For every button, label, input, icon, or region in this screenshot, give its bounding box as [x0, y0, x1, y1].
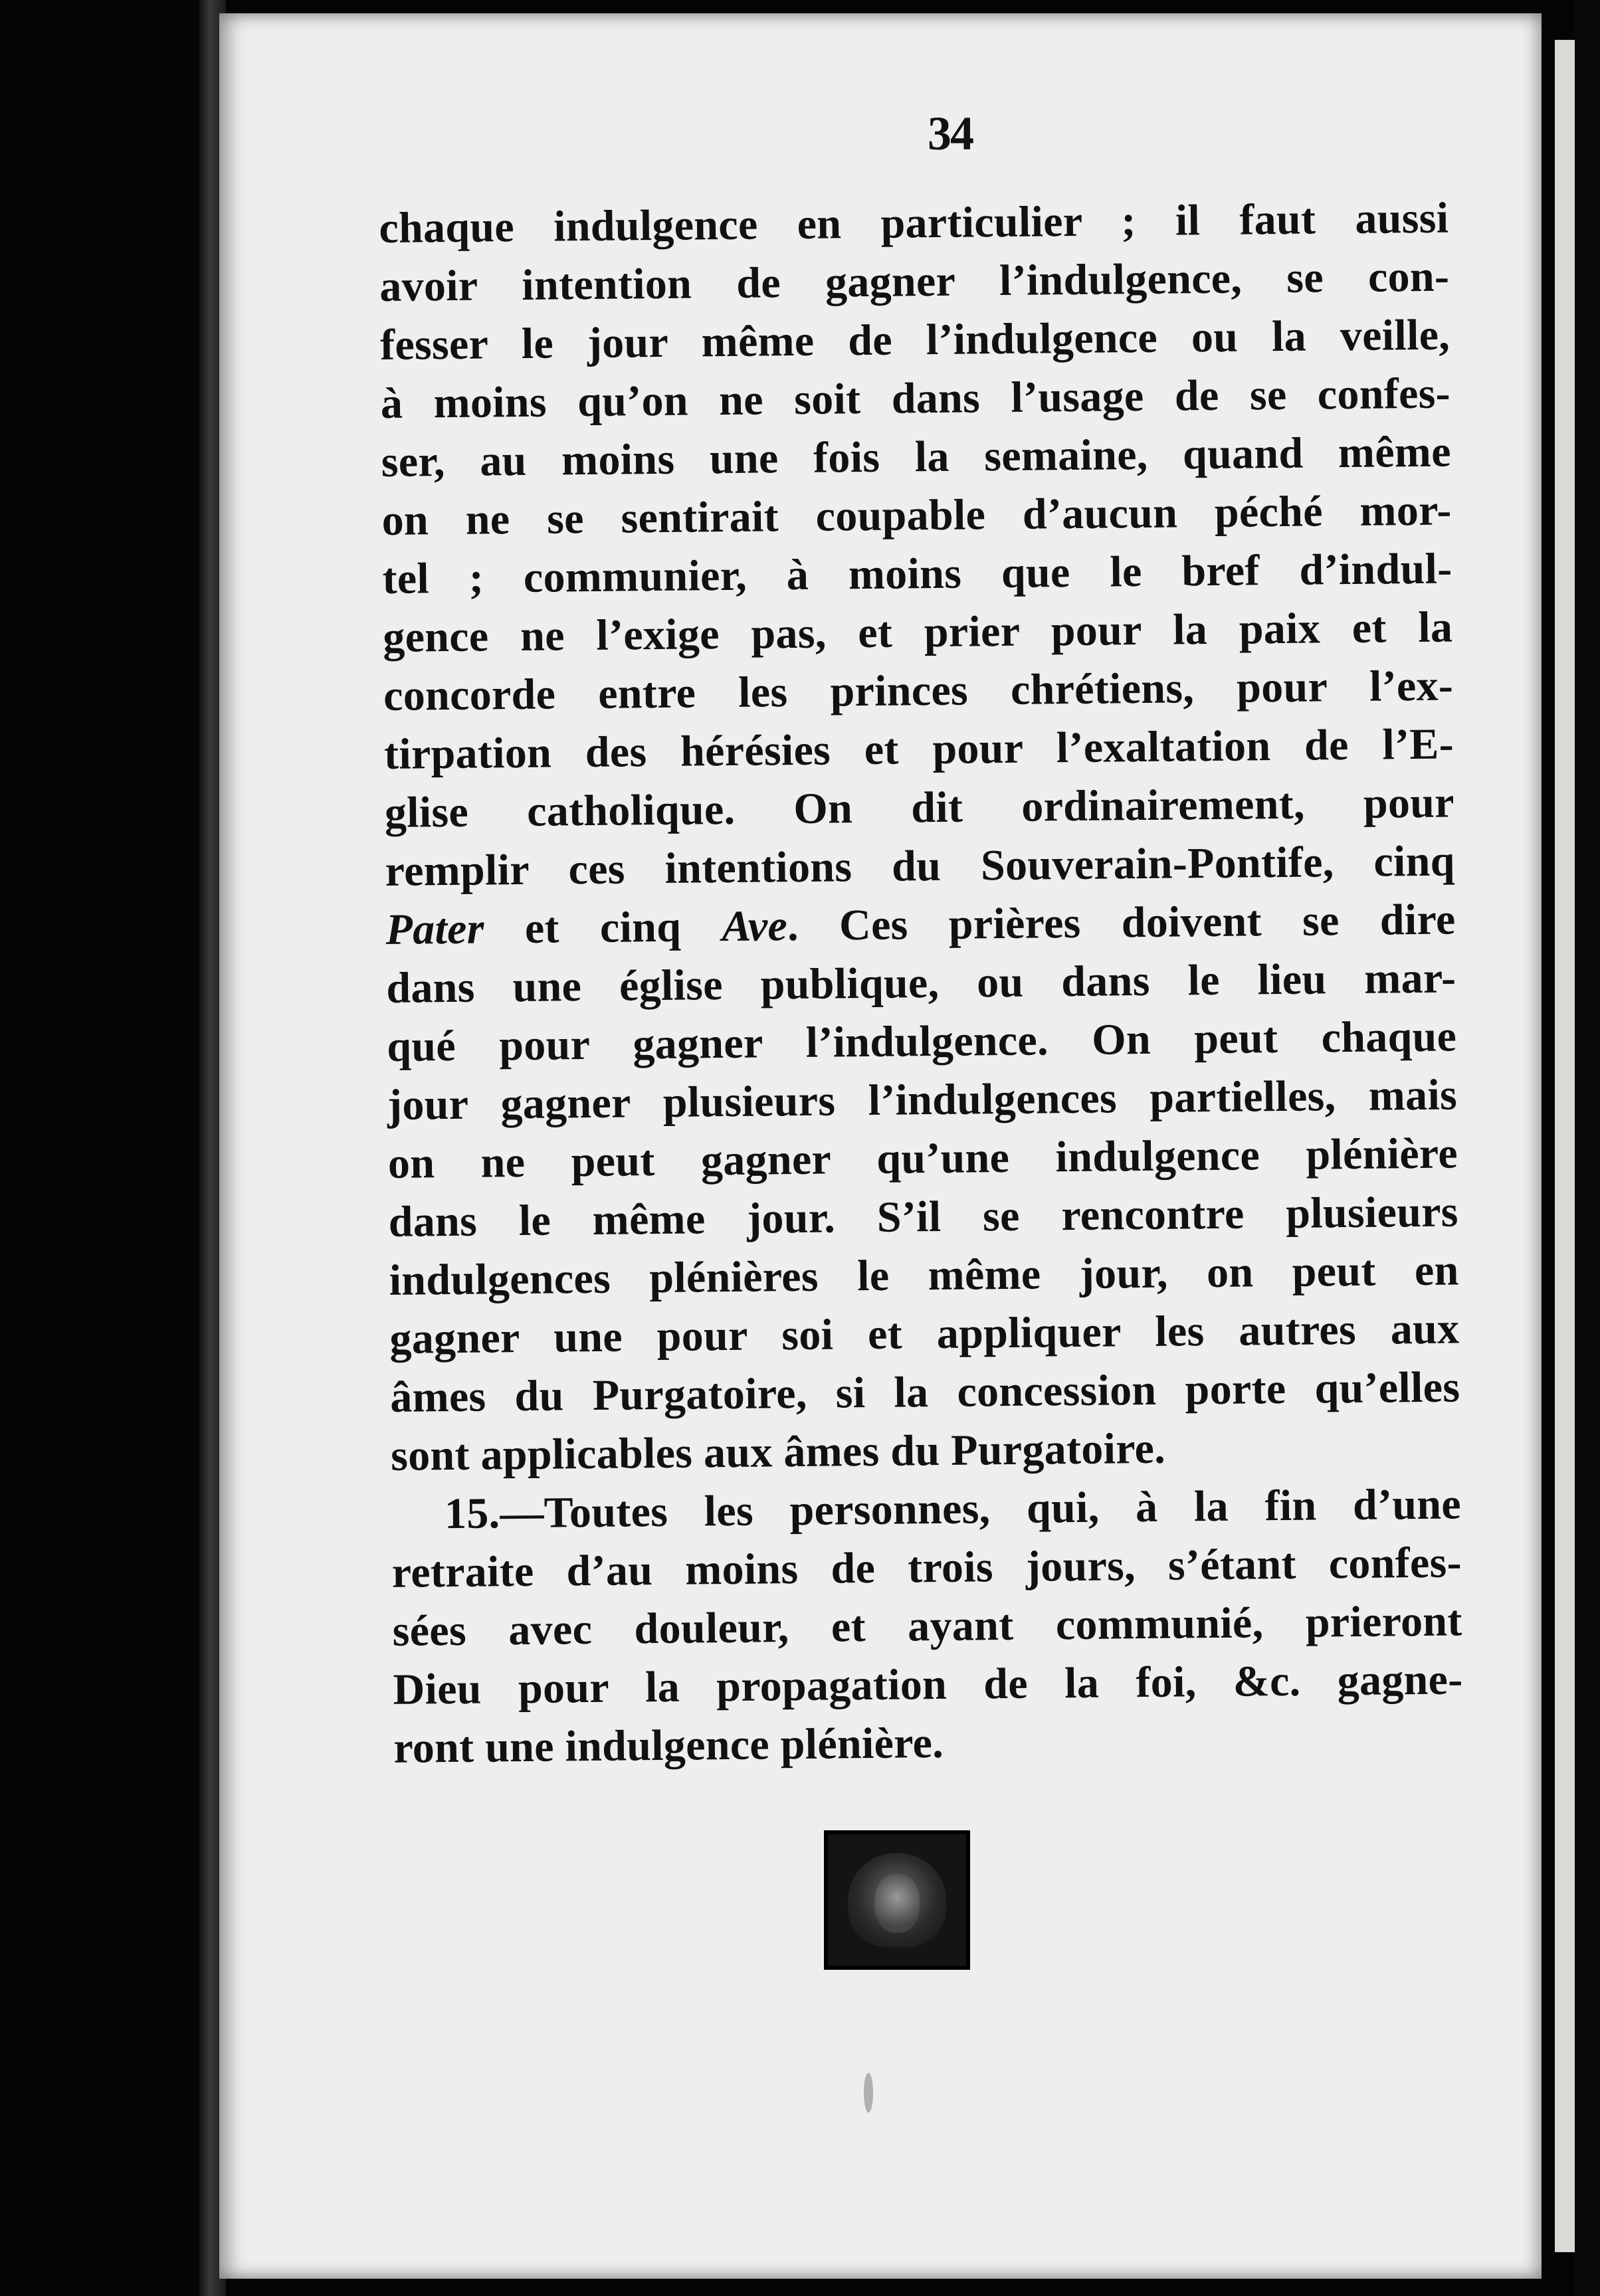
- text-line: à moins qu’on ne soit dans l’usage de se confes-: [380, 369, 1451, 428]
- italic-pater: Pater: [385, 904, 485, 954]
- text-line: remplir ces intentions du Souverain-Pontife, cinq: [385, 836, 1455, 896]
- text-line: ser, au moins une fois la semaine, quand même: [381, 427, 1452, 486]
- text-line: jour gagner plusieurs l’indulgences partielles, mais: [387, 1070, 1458, 1129]
- text-line: avoir intention de gagner l’indulgence, se con-: [379, 252, 1450, 311]
- text-line: tel ; communier, à moins que le bref d’indul-: [382, 544, 1452, 603]
- text-line: gagner une pour soi et appliquer les autres aux: [389, 1304, 1460, 1363]
- text-fragment: et cinq: [484, 902, 722, 953]
- text-line: dans le même jour. S’il se rencontre plusieurs: [388, 1187, 1459, 1246]
- paragraph-15-line: retraite d’au moins de trois jours, s’étant confes-: [391, 1538, 1462, 1597]
- text-line: glise catholique. On dit ordinairement, pour: [384, 778, 1455, 837]
- engraved-portrait-vignette-icon: [824, 1830, 970, 1970]
- paragraph-15-line: Dieu pour la propagation de la foi, &c. gagne-: [393, 1655, 1463, 1714]
- italic-ave: Ave: [722, 902, 788, 951]
- paragraph-15-line: ront une indulgence plénière.: [393, 1718, 944, 1772]
- text-line: dans une église publique, ou dans le lieu mar-: [386, 953, 1456, 1012]
- vignette-face: [874, 1874, 920, 1933]
- text-line: âmes du Purgatoire, si la concession porte qu’elles: [389, 1363, 1460, 1422]
- page-number: 34: [928, 107, 973, 160]
- body-text: [379, 189, 1464, 1778]
- text-line: sont applicables aux âmes du Purgatoire.: [390, 1424, 1166, 1480]
- scan-edge-dark: [1575, 0, 1600, 2296]
- text-line-pater-ave: [385, 890, 1456, 959]
- text-line: tirpation des hérésies et pour l’exaltation de l’E-: [383, 719, 1454, 779]
- text-line: fesser le jour même de l’indulgence ou la veille,: [379, 310, 1450, 369]
- paper-stain: [864, 2073, 873, 2113]
- text-line: on ne peut gagner qu’une indulgence plénière: [387, 1129, 1458, 1188]
- text-line: indulgences plénières le même jour, on peut en: [389, 1246, 1459, 1305]
- text-line: qué pour gagner l’indulgence. On peut chaque: [386, 1012, 1457, 1071]
- page-edge: [1555, 40, 1575, 2252]
- text-fragment: . Ces prières doivent se dire: [787, 895, 1456, 951]
- text-line: concorde entre les princes chrétiens, pour l’ex-: [383, 661, 1454, 720]
- text-line: on ne se sentirait coupable d’aucun péché mor-: [381, 486, 1452, 545]
- text-line: chaque indulgence en particulier ; il faut aussi: [379, 193, 1449, 252]
- paragraph-15-line: sées avec douleur, et ayant communié, prieront: [392, 1596, 1462, 1656]
- text-line: gence ne l’exige pas, et prier pour la paix et la: [382, 603, 1453, 662]
- paragraph-15-line: 15.—Toutes les personnes, qui, à la fin d’une: [444, 1480, 1462, 1539]
